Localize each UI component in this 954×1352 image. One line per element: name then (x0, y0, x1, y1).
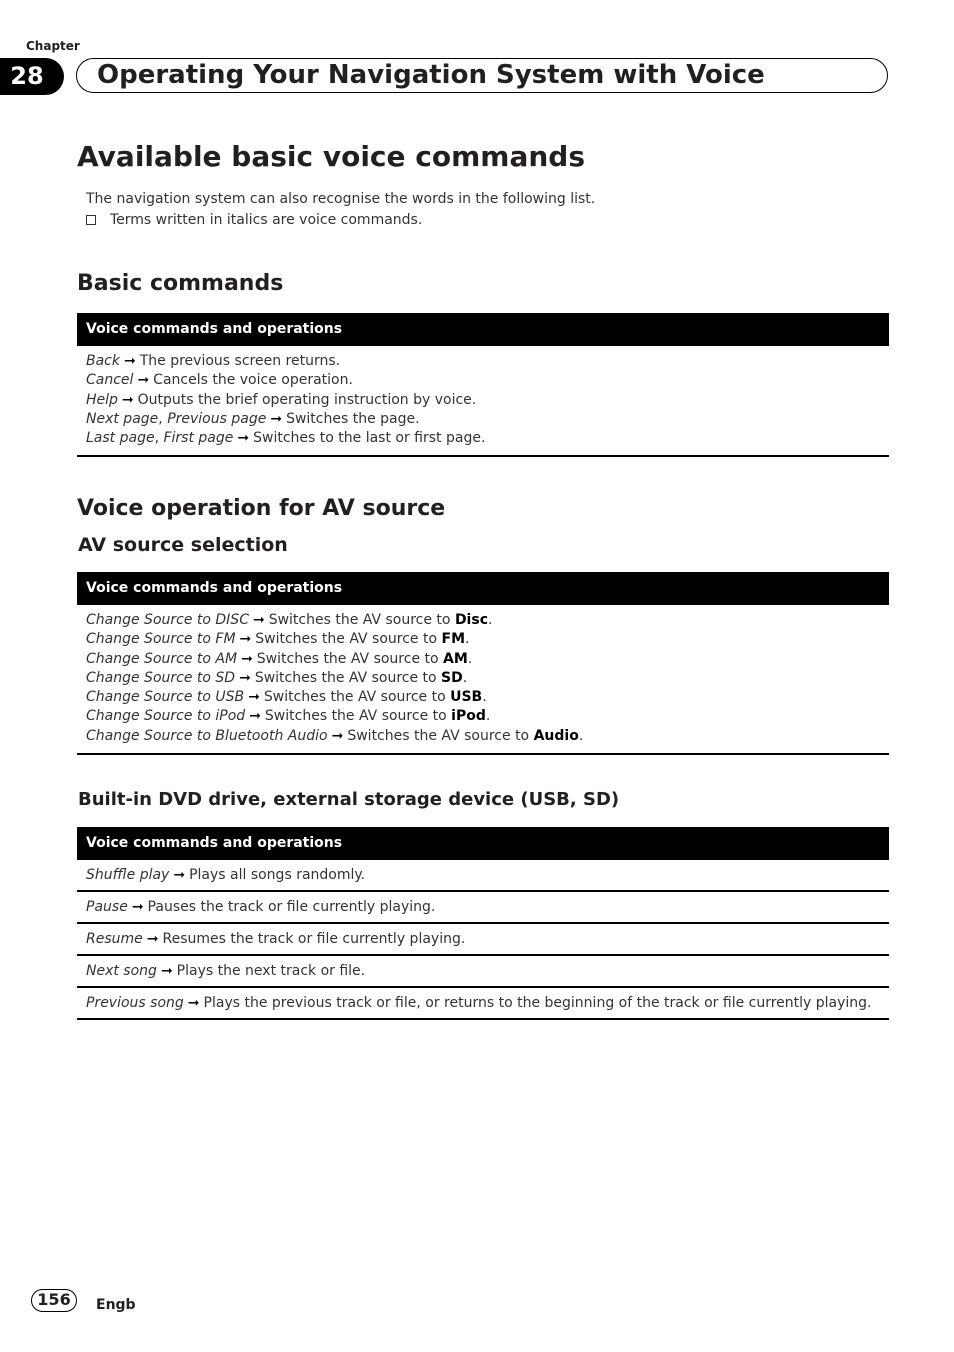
page-title: Available basic voice commands (77, 140, 585, 173)
voice-command: First page (163, 430, 234, 447)
av-source-table (77, 572, 889, 755)
chapter-label: Chapter (26, 39, 80, 53)
av-source-name: Disc (454, 612, 488, 628)
table-row (77, 956, 889, 988)
chapter-title: Operating Your Navigation System with Voice (76, 58, 888, 93)
av-source-name: iPod (451, 708, 486, 725)
av-source-selection-heading: AV source selection (78, 534, 288, 556)
arrow-right-icon: ➞ (124, 353, 136, 369)
separator: , (154, 430, 164, 447)
table-header: Voice commands and operations (77, 313, 889, 346)
basic-commands-table (77, 313, 889, 457)
table-header: Voice commands and operations (77, 827, 889, 860)
arrow-right-icon: ➞ (248, 689, 260, 706)
table-row (86, 707, 889, 726)
voice-command: Change Source to SD (86, 669, 236, 686)
av-source-name: AM (443, 650, 468, 667)
table-row (77, 924, 889, 956)
arrow-right-icon: ➞ (121, 391, 134, 408)
table-row (77, 892, 889, 924)
table-row (86, 727, 889, 746)
arrow-right-icon: ➞ (239, 631, 252, 648)
arrow-right-icon: ➞ (187, 995, 200, 1011)
arrow-right-icon: ➞ (249, 708, 261, 725)
operation-text: Pauses the track or file currently playing. (147, 899, 436, 915)
arrow-right-icon: ➞ (173, 867, 186, 883)
operation-text: Switches the AV source to (347, 727, 534, 744)
av-source-heading: Voice operation for AV source (77, 496, 446, 521)
dvd-storage-heading: Built-in DVD drive, external storage device (USB, SD) (78, 789, 620, 810)
arrow-right-icon: ➞ (270, 410, 283, 427)
av-source-name: USB (450, 689, 483, 706)
punctuation: . (462, 669, 468, 686)
operation-text: Switches the AV source to (263, 689, 451, 706)
operation-text: Switches the AV source to (255, 631, 442, 648)
operation-text: Plays the next track or file. (176, 963, 366, 979)
arrow-right-icon: ➞ (239, 669, 251, 686)
table-row (86, 611, 889, 630)
table-row (86, 429, 889, 448)
arrow-right-icon: ➞ (160, 963, 173, 979)
punctuation: . (482, 689, 487, 706)
table-row (86, 391, 889, 410)
operation-text: Switches the AV source to (256, 650, 444, 667)
punctuation: . (485, 708, 491, 725)
arrow-right-icon: ➞ (137, 372, 150, 389)
table-row (77, 988, 889, 1020)
intro-block (86, 189, 595, 231)
arrow-right-icon: ➞ (252, 612, 265, 628)
operation-text: Switches the AV source to (264, 708, 452, 725)
punctuation: . (578, 727, 584, 744)
voice-command: Change Source to FM (86, 631, 236, 648)
table-row (86, 630, 889, 649)
page-number: 156 (31, 1289, 77, 1312)
arrow-right-icon: ➞ (241, 650, 253, 667)
intro-text: The navigation system can also recognise the words in the following list. (86, 191, 596, 207)
voice-command: Change Source to DISC (86, 612, 249, 628)
voice-command: Help (86, 391, 118, 408)
voice-command: Change Source to Bluetooth Audio (86, 727, 328, 744)
table-body (77, 860, 889, 1020)
table-row (86, 352, 889, 371)
av-source-name: FM (441, 631, 465, 648)
voice-command: Previous page (167, 410, 267, 427)
punctuation: . (465, 631, 470, 648)
operation-text: Outputs the brief operating instruction by voice. (137, 391, 477, 408)
voice-command: Change Source to USB (86, 689, 245, 706)
voice-command: Last page (86, 430, 155, 447)
voice-command: Next page (86, 410, 159, 427)
punctuation: . (488, 612, 493, 628)
voice-command: Shuffle play (86, 867, 170, 883)
table-row (86, 650, 889, 669)
table-body (77, 605, 889, 755)
voice-command: Next song (86, 963, 157, 979)
operation-text: Plays the previous track or file, or returns to the beginning of the track or file currently playing. (203, 995, 872, 1011)
av-source-name: SD (441, 669, 463, 686)
voice-command: Resume (86, 931, 143, 947)
square-bullet-icon (86, 215, 96, 225)
table-row (86, 669, 889, 688)
punctuation: . (467, 650, 473, 667)
operation-text: Switches to the last or first page. (253, 430, 486, 447)
operation-text: Plays all songs randomly. (189, 867, 366, 883)
voice-command: Previous song (86, 995, 184, 1011)
voice-command: Change Source to iPod (86, 708, 246, 725)
separator: , (158, 410, 168, 427)
intro-note-text: Terms written in italics are voice commands. (110, 212, 423, 228)
voice-command: Back (86, 353, 120, 369)
arrow-right-icon: ➞ (331, 727, 344, 744)
arrow-right-icon: ➞ (237, 430, 250, 447)
operation-text: Resumes the track or file currently playing. (162, 931, 466, 947)
table-row (86, 371, 889, 390)
arrow-right-icon: ➞ (131, 899, 144, 915)
operation-text: Switches the AV source to (268, 612, 455, 628)
voice-command: Pause (86, 899, 128, 915)
table-row (86, 410, 889, 429)
operation-text: The previous screen returns. (139, 353, 341, 369)
language-code: Engb (96, 1297, 136, 1313)
voice-command: Cancel (86, 372, 134, 389)
basic-commands-heading: Basic commands (77, 271, 284, 296)
table-body (77, 346, 889, 457)
table-header: Voice commands and operations (77, 572, 889, 605)
dvd-storage-table (77, 827, 889, 1020)
chapter-number: 28 (0, 58, 64, 95)
intro-note (86, 210, 595, 231)
voice-command: Change Source to AM (86, 650, 238, 667)
operation-text: Switches the page. (286, 410, 420, 427)
av-source-name: Audio (533, 727, 579, 744)
table-row (77, 860, 889, 892)
table-row (86, 688, 889, 707)
operation-text: Switches the AV source to (254, 669, 442, 686)
operation-text: Cancels the voice operation. (153, 372, 353, 389)
arrow-right-icon: ➞ (146, 931, 159, 947)
